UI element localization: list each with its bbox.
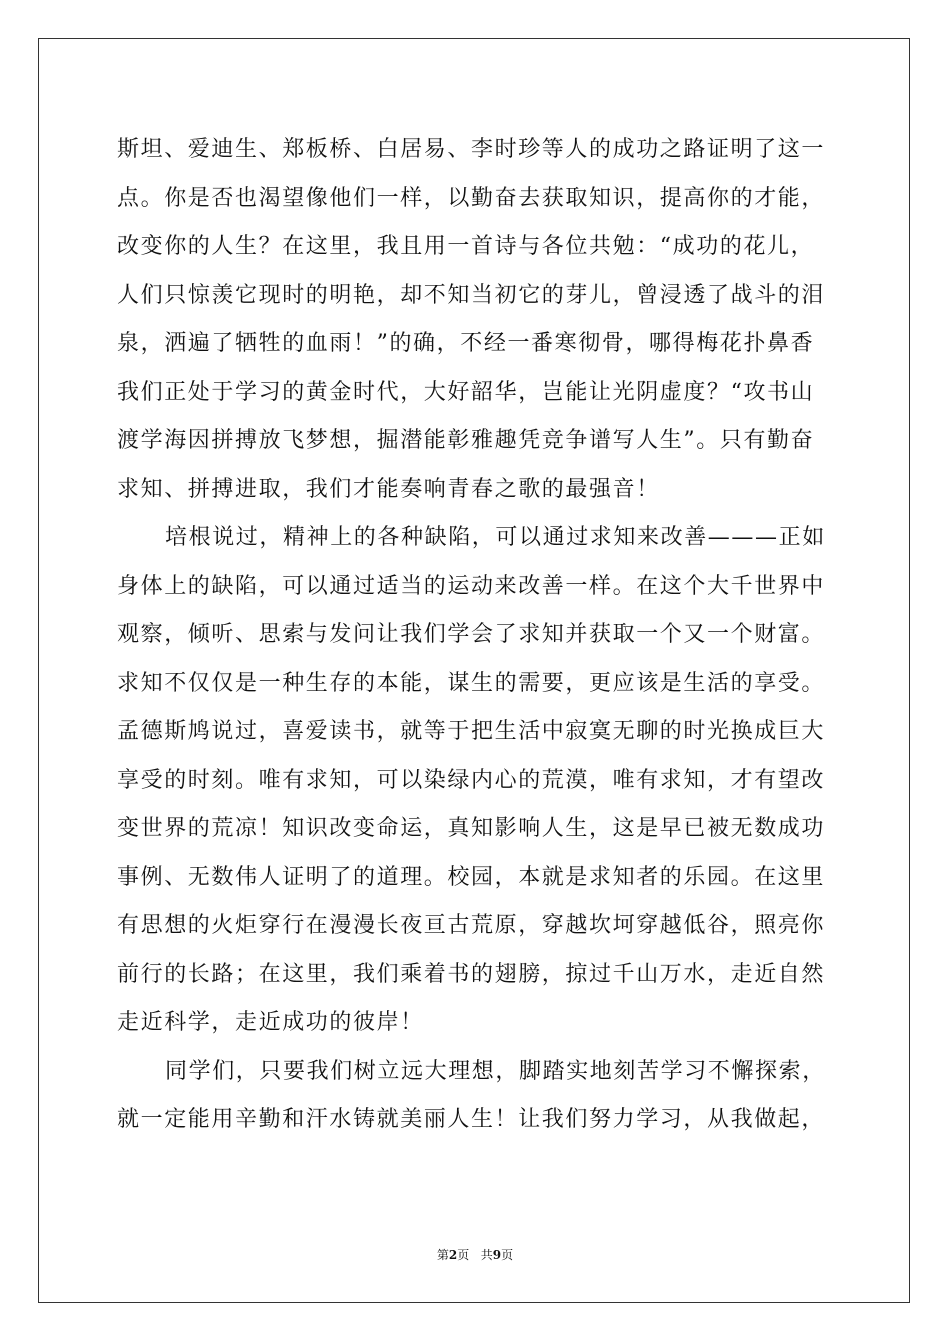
paragraph-start-line: 同学们，只要我们树立远大理想，脚踏实地刻苦学习不懈探索， (165, 1058, 826, 1084)
text-line: 泉，洒遍了牺牲的血雨！”的确，不经一番寒彻骨，哪得梅花扑鼻香 (117, 331, 815, 356)
text-line: 事例、无数伟人证明了的道理。校园，本就是求知者的乐园。在这里 (117, 864, 826, 890)
text-line: 走近科学，走近成功的彼岸！ (117, 1010, 424, 1035)
text-line: 观察，倾听、思索与发问让我们学会了求知并获取一个又一个财富。 (117, 622, 826, 647)
total-suffix: 页 (501, 1248, 514, 1262)
page-number: 2 (448, 1248, 458, 1262)
total-prefix: 共 (480, 1248, 493, 1262)
text-line: 渡学海因拼搏放飞梦想，掘潜能彰雅趣凭竞争谱写人生”。只有勤奋 (117, 428, 815, 453)
text-line: 享受的时刻。唯有求知，可以染绿内心的荒漠，唯有求知，才有望改 (117, 767, 826, 793)
text-line: 变世界的荒凉！知识改变命运，真知影响人生，这是早已被无数成功 (117, 816, 826, 841)
text-line: 求知、拼搏进取，我们才能奏响青春之歌的最强音！ (117, 476, 660, 502)
text-line: 我们正处于学习的黄金时代，大好韶华，岂能让光阴虚度？“攻书山 (117, 379, 815, 405)
page-suffix: 页 (457, 1248, 470, 1262)
text-line: 有思想的火炬穿行在漫漫长夜亘古荒原，穿越坎坷穿越低谷，照亮你 (117, 913, 826, 938)
page-prefix: 第 (436, 1248, 449, 1262)
text-line: 斯坦、爱迪生、郑板桥、白居易、李时珍等人的成功之路证明了这一 (117, 137, 826, 162)
total-pages: 9 (492, 1248, 502, 1262)
text-line: 改变你的人生？在这里，我且用一首诗与各位共勉：“成功的花儿， (117, 234, 815, 259)
text-line: 身体上的缺陷，可以通过适当的运动来改善一样。在这个大千世界中 (117, 573, 826, 599)
text-line: 点。你是否也渴望像他们一样，以勤奋去获取知识，提高你的才能， (117, 185, 826, 211)
text-line: 孟德斯鸠说过，喜爱读书，就等于把生活中寂寞无聊的时光换成巨大 (117, 719, 826, 744)
text-line: 就一定能用辛勤和汗水铸就美丽人生！让我们努力学习，从我做起， (117, 1107, 826, 1132)
page-footer (0, 1246, 950, 1263)
text-line: 人们只惊羡它现时的明艳，却不知当初它的芽儿，曾浸透了战斗的泪 (117, 282, 826, 308)
text-line: 前行的长路；在这里，我们乘着书的翅膀，掠过千山万水，走近自然 (117, 961, 826, 987)
document-body (117, 126, 837, 1145)
paragraph-start-line: 培根说过，精神上的各种缺陷，可以通过求知来改善———正如 (165, 525, 826, 550)
text-line: 求知不仅仅是一种生存的本能，谋生的需要，更应该是生活的享受。 (117, 670, 826, 696)
